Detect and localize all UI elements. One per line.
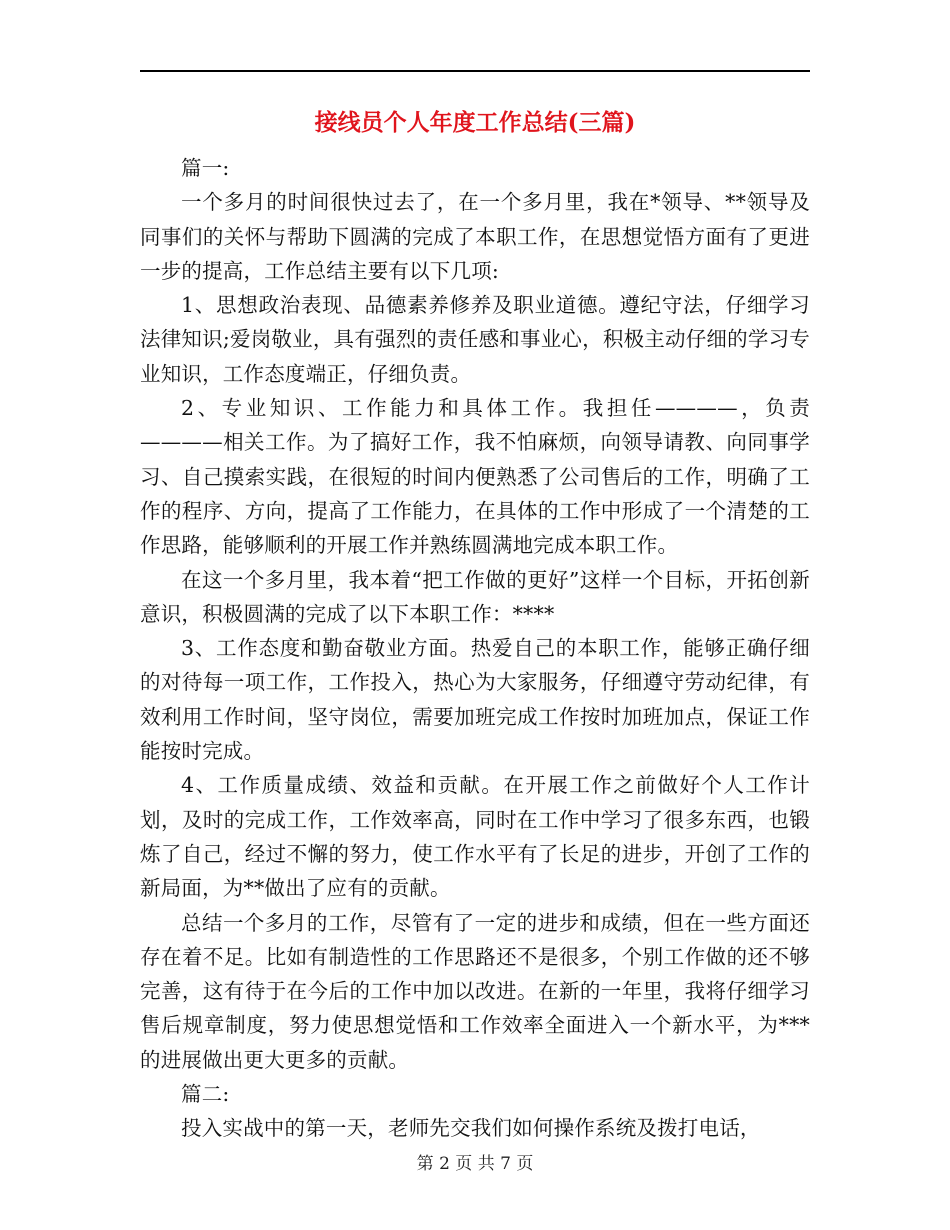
paragraph: 1、思想政治表现、品德素养修养及职业道德。遵纪守法，仔细学习法律知识;爱岗敬业，具有强烈的责任感和事业心，积极主动仔细的学习专业知识，工作态度端正，仔细负责。 bbox=[140, 293, 810, 386]
paragraph: 4、工作质量成绩、效益和贡献。在开展工作之前做好个人工作计划，及时的完成工作，工作效率高，同时在工作中学习了很多东西，也锻炼了自己，经过不懈的努力，使工作水平有了长足的进步，开创了工作的新局面，为**做出了应有的贡献。 bbox=[140, 773, 810, 901]
header-rule bbox=[140, 70, 810, 72]
paragraph: 一个多月的时间很快过去了，在一个多月里，我在*领导、**领导及同事们的关怀与帮助下圆满的完成了本职工作，在思想觉悟方面有了更进一步的提高，工作总结主要有以下几项: bbox=[140, 190, 810, 283]
paragraph: 在这一个多月里，我本着“把工作做的更好”这样一个目标，开拓创新意识，积极圆满的完成了以下本职工作：**** bbox=[140, 567, 810, 626]
paragraph: 总结一个多月的工作，尽管有了一定的进步和成绩，但在一些方面还存在着不足。比如有制造性的工作思路还不是很多，个别工作做的还不够完善，这有待于在今后的工作中加以改进。在新的一年里，我将仔细学习售后规章制度，努力使思想觉悟和工作效率全面进入一个新水平，为***的进展做出更大更多的贡献。 bbox=[140, 910, 810, 1072]
page-number: 第 2 页 共 7 页 bbox=[416, 1154, 534, 1174]
section-heading-1: 篇一: bbox=[181, 156, 230, 180]
document-title: 接线员个人年度工作总结(三篇) bbox=[314, 109, 636, 136]
paragraph: 3、工作态度和勤奋敬业方面。热爱自己的本职工作，能够正确仔细的对待每一项工作，工作投入，热心为大家服务，仔细遵守劳动纪律，有效利用工作时间，坚守岗位，需要加班完成工作按时加班加点，保证工作能按时完成。 bbox=[140, 636, 810, 764]
document-body bbox=[140, 151, 810, 1146]
paragraph: 2、专业知识、工作能力和具体工作。我担任————，负责————相关工作。为了搞好工作，我不怕麻烦，向领导请教、向同事学习、自己摸索实践，在很短的时间内便熟悉了公司售后的工作，明确了工作的程序、方向，提高了工作能力，在具体的工作中形成了一个清楚的工作思路，能够顺利的开展工作并熟练圆满地完成本职工作。 bbox=[140, 396, 810, 558]
paragraph: 投入实战中的第一天，老师先交我们如何操作系统及拨打电话， bbox=[181, 1116, 761, 1141]
section-heading-2: 篇二: bbox=[181, 1082, 230, 1107]
